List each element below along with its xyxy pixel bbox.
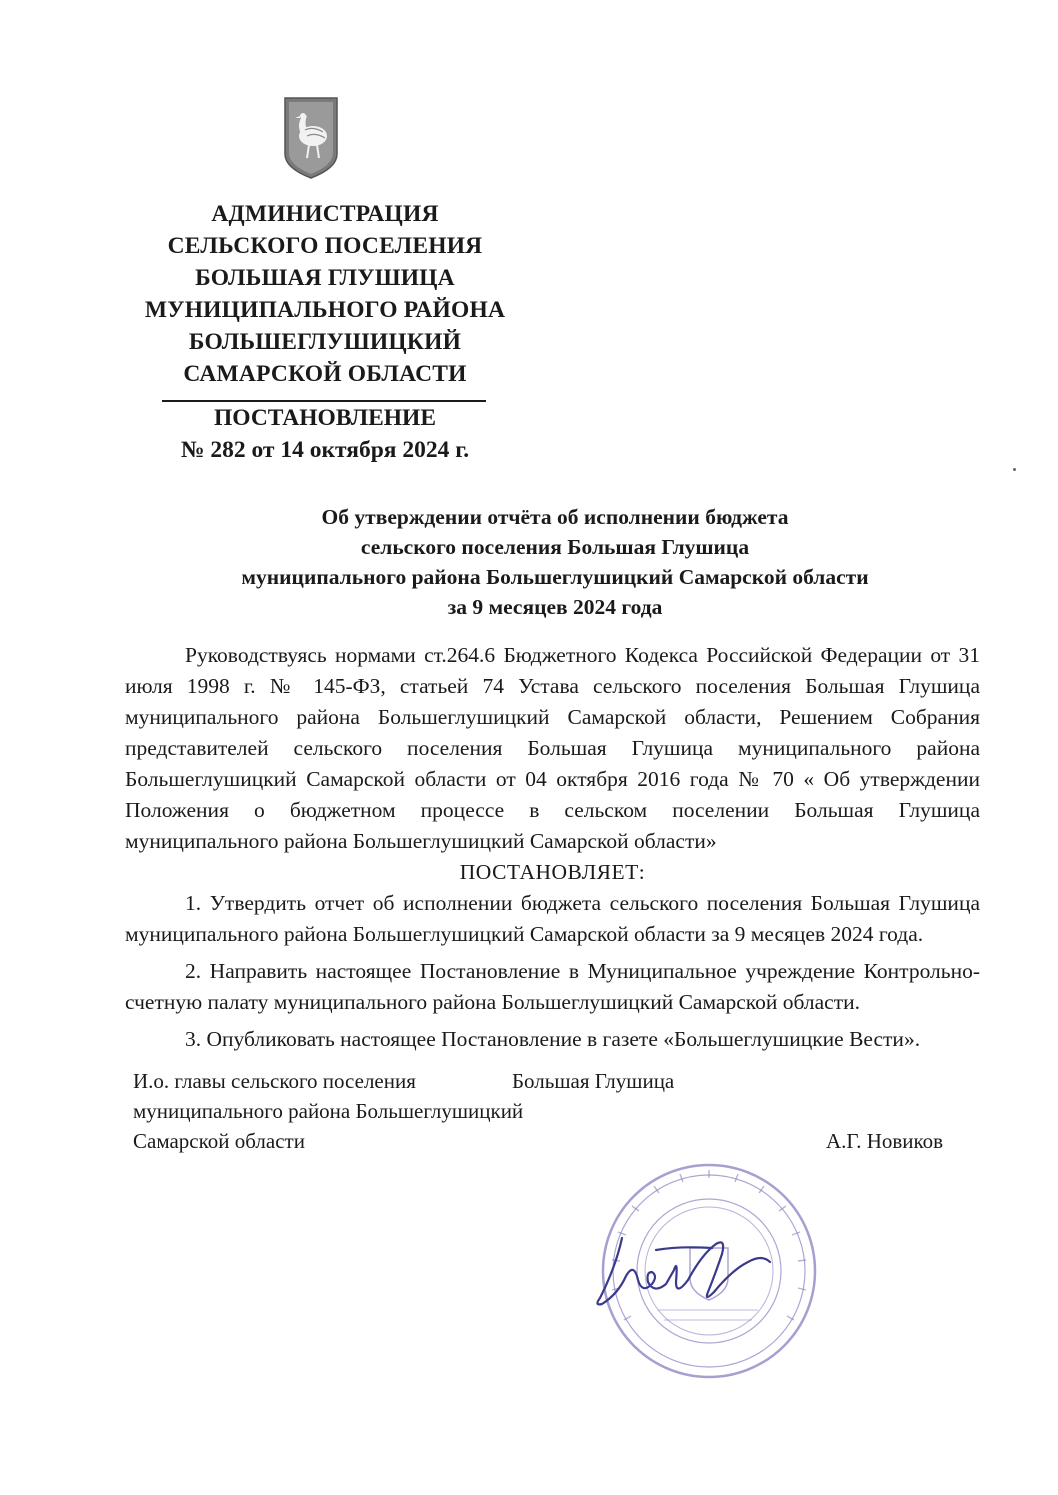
position-line-3: Самарской области xyxy=(133,1129,305,1153)
resolution-item-2: 2. Направить настоящее Постановление в Муниципальное учреждение Контрольно-счетную палату муниципального района Большеглушицкий Самарской области. xyxy=(125,959,980,1014)
signatory-name: А.Г. Новиков xyxy=(826,1129,944,1153)
header-line-2: СЕЛЬСКОГО ПОСЕЛЕНИЯ xyxy=(167,233,483,259)
title-line-4: за 9 месяцев 2024 года xyxy=(447,595,663,619)
title-line-1: Об утверждении отчёта об исполнении бюджета xyxy=(321,505,789,529)
header-line-5: БОЛЬШЕГЛУШИЦКИЙ xyxy=(188,329,462,355)
header-line-6: САМАРСКОЙ ОБЛАСТИ xyxy=(183,361,467,387)
title-line-2: сельского поселения Большая Глушица xyxy=(360,535,750,559)
decree-type: ПОСТАНОВЛЕНИЕ xyxy=(213,405,437,431)
header-line-3: БОЛЬШАЯ ГЛУШИЦА xyxy=(195,265,455,291)
position-line-2: муниципального района Большеглушицкий xyxy=(133,1099,524,1123)
decree-number-date: № 282 от 14 октября 2024 г. xyxy=(180,437,470,463)
issuer-header xyxy=(125,198,525,390)
signatory-position xyxy=(133,1066,523,1156)
preamble-paragraph: Руководствуясь нормами ст.264.6 Бюджетного Кодекса Российской Федерации от 31 июля 1998 г. № 145-ФЗ, статьей 74 Устава сельского поселения Большая Глушица муниципального района Большеглушицкий Самарской области, Решением Собрания представителей сельского поселения Большая Глушица муниципального района Большеглушицкий Самарской области от 04 октября 2016 года № 70 « Об утверждении Положения о бюджетном процессе в сельском поселении Большая Глушица муниципального района Большеглушицкий Самарской области» xyxy=(125,643,980,853)
document-title xyxy=(160,502,950,622)
signatory-settlement: Большая Глушица xyxy=(512,1069,675,1093)
header-line-1: АДМИНИСТРАЦИЯ xyxy=(211,201,439,227)
resolution-item-3: 3. Опубликовать настоящее Постановление в газете «Большеглушицкие Вести». xyxy=(185,1027,921,1051)
header-line-4: МУНИЦИПАЛЬНОГО РАЙОНА xyxy=(144,297,506,323)
scan-speck xyxy=(1013,468,1016,471)
coat-of-arms-bustard-icon xyxy=(283,96,339,180)
handwritten-signature-icon xyxy=(592,1210,802,1310)
title-line-3: муниципального района Большеглушицкий Самарской области xyxy=(241,565,869,589)
decree-heading xyxy=(125,402,525,466)
resolution-item-1: 1. Утвердить отчет об исполнении бюджета сельского поселения Большая Глушица муниципального района Большеглушицкий Самарской области за 9 месяцев 2024 года. xyxy=(125,891,980,946)
resolves-heading: ПОСТАНОВЛЯЕТ: xyxy=(459,860,646,884)
position-line-1: И.о. главы сельского поселения xyxy=(133,1069,416,1093)
document-body xyxy=(125,640,980,1055)
